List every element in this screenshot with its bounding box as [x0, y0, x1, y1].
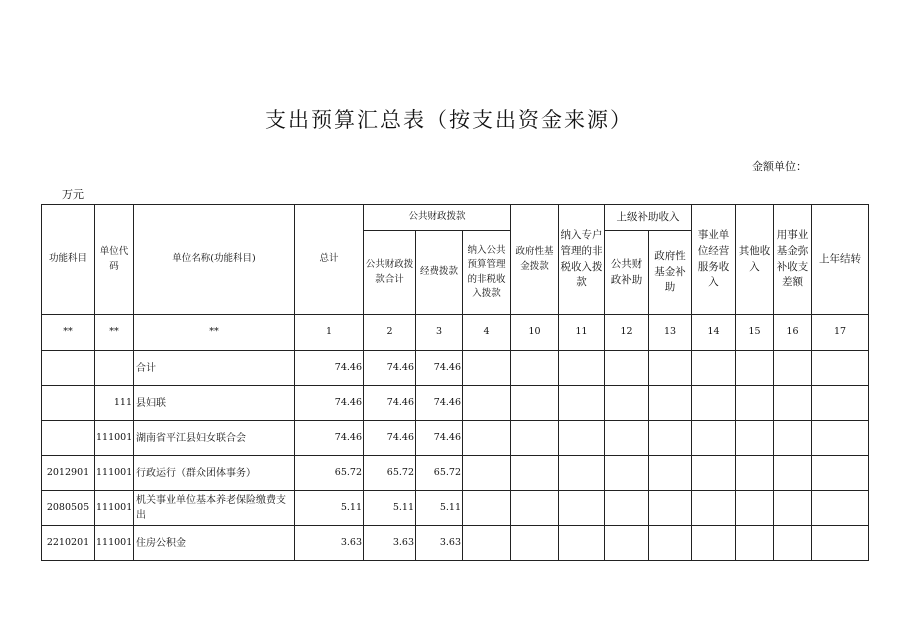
empty-cell	[649, 526, 692, 561]
empty-cell	[736, 456, 774, 491]
fiscal-total-cell: 65.72	[364, 456, 416, 491]
empty-cell	[736, 351, 774, 386]
empty-cell	[511, 421, 559, 456]
empty-cell	[605, 351, 649, 386]
unit-name-cell: 行政运行（群众团体事务）	[134, 456, 295, 491]
empty-cell	[692, 491, 736, 526]
func-code-cell	[42, 386, 95, 421]
header-unit-name: 单位名称(功能科目)	[134, 205, 295, 315]
unit-code-cell: 111	[95, 386, 134, 421]
header-func-subject: 功能科目	[42, 205, 95, 315]
unit-name-cell: 住房公积金	[134, 526, 295, 561]
empty-cell	[692, 351, 736, 386]
amount-unit-label: 金额单位：	[752, 160, 807, 173]
fiscal-total-cell: 74.46	[364, 421, 416, 456]
index-cell: 10	[511, 315, 559, 351]
index-cell: 4	[463, 315, 511, 351]
empty-cell	[511, 526, 559, 561]
empty-cell	[774, 526, 812, 561]
table-row	[42, 386, 869, 421]
empty-cell	[463, 491, 511, 526]
empty-cell	[511, 351, 559, 386]
empty-cell	[463, 421, 511, 456]
empty-cell	[692, 386, 736, 421]
page-title: 支出预算汇总表（按支出资金来源）	[265, 108, 633, 132]
empty-cell	[812, 351, 869, 386]
total-cell: 5.11	[295, 491, 364, 526]
func-code-cell	[42, 421, 95, 456]
index-cell: 11	[559, 315, 605, 351]
empty-cell	[812, 526, 869, 561]
func-code-cell: 2080505	[42, 491, 95, 526]
empty-cell	[812, 456, 869, 491]
expense-cell: 65.72	[416, 456, 463, 491]
empty-cell	[812, 491, 869, 526]
unit-name-cell: 合计	[134, 351, 295, 386]
empty-cell	[649, 421, 692, 456]
empty-cell	[559, 491, 605, 526]
empty-cell	[649, 386, 692, 421]
empty-cell	[812, 421, 869, 456]
empty-cell	[511, 386, 559, 421]
empty-cell	[511, 491, 559, 526]
total-cell: 65.72	[295, 456, 364, 491]
empty-cell	[692, 456, 736, 491]
header-public-fiscal: 公共财政拨款	[364, 205, 511, 231]
header-other-income: 其他收入	[736, 205, 774, 315]
unit-code-cell	[95, 351, 134, 386]
empty-cell	[559, 386, 605, 421]
empty-cell	[692, 421, 736, 456]
header-public-fiscal-total: 公共财政拨款合计	[364, 231, 416, 315]
unit-code-cell: 111001	[95, 421, 134, 456]
header-superior-subsidy: 上级补助收入	[605, 205, 692, 231]
header-special-nontax: 纳入专户管理的非税收入拨款	[559, 205, 605, 315]
header-business-fund: 用事业基金弥补收支差额	[774, 205, 812, 315]
empty-cell	[559, 421, 605, 456]
header-public-fiscal-subsidy: 公共财政补助	[605, 231, 649, 315]
empty-cell	[559, 456, 605, 491]
func-code-cell: 2210201	[42, 526, 95, 561]
header-total: 总计	[295, 205, 364, 315]
index-cell: 13	[649, 315, 692, 351]
index-cell: 14	[692, 315, 736, 351]
index-cell: 16	[774, 315, 812, 351]
index-cell: 15	[736, 315, 774, 351]
unit-name-cell: 湖南省平江县妇女联合会	[134, 421, 295, 456]
unit-code-cell: 111001	[95, 491, 134, 526]
expense-cell: 3.63	[416, 526, 463, 561]
empty-cell	[736, 526, 774, 561]
header-gov-fund-subsidy: 政府性基金补助	[649, 231, 692, 315]
header-unit-code: 单位代码	[95, 205, 134, 315]
fiscal-total-cell: 3.63	[364, 526, 416, 561]
empty-cell	[605, 491, 649, 526]
func-code-cell	[42, 351, 95, 386]
expense-cell: 5.11	[416, 491, 463, 526]
fiscal-total-cell: 74.46	[364, 386, 416, 421]
index-cell: 2	[364, 315, 416, 351]
header-gov-fund: 政府性基金拨款	[511, 205, 559, 315]
empty-cell	[774, 386, 812, 421]
expense-cell: 74.46	[416, 351, 463, 386]
header-business-income: 事业单位经营服务收入	[692, 205, 736, 315]
empty-cell	[605, 421, 649, 456]
unit-code-cell: 111001	[95, 456, 134, 491]
empty-cell	[774, 456, 812, 491]
unit-code-cell: 111001	[95, 526, 134, 561]
empty-cell	[559, 526, 605, 561]
empty-cell	[692, 526, 736, 561]
func-code-cell: 2012901	[42, 456, 95, 491]
empty-cell	[463, 351, 511, 386]
table-row	[42, 351, 869, 386]
index-row	[42, 315, 869, 351]
table-row	[42, 526, 869, 561]
empty-cell	[605, 386, 649, 421]
empty-cell	[774, 421, 812, 456]
table-row	[42, 456, 869, 491]
empty-cell	[649, 456, 692, 491]
total-cell: 74.46	[295, 351, 364, 386]
empty-cell	[649, 351, 692, 386]
empty-cell	[736, 421, 774, 456]
unit-name-cell: 县妇联	[134, 386, 295, 421]
header-carryover: 上年结转	[812, 205, 869, 315]
unit-name-cell: 机关事业单位基本养老保险缴费支出	[134, 491, 295, 526]
index-cell: 12	[605, 315, 649, 351]
total-cell: 3.63	[295, 526, 364, 561]
expense-cell: 74.46	[416, 386, 463, 421]
table-row	[42, 491, 869, 526]
empty-cell	[463, 456, 511, 491]
budget-table	[41, 204, 869, 561]
empty-cell	[774, 351, 812, 386]
empty-cell	[559, 351, 605, 386]
index-cell: 1	[295, 315, 364, 351]
table-row	[42, 421, 869, 456]
empty-cell	[511, 456, 559, 491]
empty-cell	[605, 526, 649, 561]
index-cell: **	[134, 315, 295, 351]
expense-cell: 74.46	[416, 421, 463, 456]
amount-unit-value: 万元	[62, 188, 84, 201]
index-cell: 17	[812, 315, 869, 351]
header-nontax-budget: 纳入公共预算管理的非税收入拨款	[463, 231, 511, 315]
empty-cell	[605, 456, 649, 491]
empty-cell	[736, 491, 774, 526]
total-cell: 74.46	[295, 421, 364, 456]
empty-cell	[774, 491, 812, 526]
total-cell: 74.46	[295, 386, 364, 421]
empty-cell	[649, 491, 692, 526]
fiscal-total-cell: 5.11	[364, 491, 416, 526]
index-cell: **	[95, 315, 134, 351]
empty-cell	[812, 386, 869, 421]
empty-cell	[736, 386, 774, 421]
empty-cell	[463, 526, 511, 561]
fiscal-total-cell: 74.46	[364, 351, 416, 386]
index-cell: **	[42, 315, 95, 351]
index-cell: 3	[416, 315, 463, 351]
empty-cell	[463, 386, 511, 421]
header-expense-allocation: 经费拨款	[416, 231, 463, 315]
